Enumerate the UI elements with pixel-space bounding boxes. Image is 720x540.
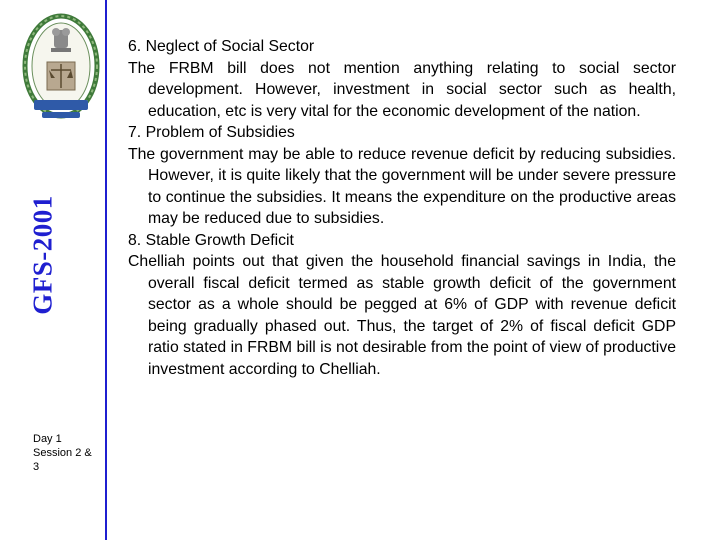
session-label — [33, 432, 103, 474]
session-line-2: Session 2 & — [33, 447, 92, 459]
section-6-heading: 6. Neglect of Social Sector — [128, 38, 315, 55]
section-7-body: The government may be able to reduce revenue deficit by reducing subsidies. However, it is quite likely that the government will be under severe pressure to continue the subsidies. It means the expenditure on the productive areas may be reduced due to subsidies. — [128, 145, 676, 227]
vertical-divider — [105, 0, 107, 540]
section-6-body: The FRBM bill does not mention anything relating to social sector development. However, investment in social sector such as health, education, etc is very vital for the economic development of the nation. — [128, 59, 676, 120]
section-7-heading: 7. Problem of Subsidies — [128, 124, 295, 141]
sidebar — [0, 0, 105, 540]
section-8-heading: 8. Stable Growth Deficit — [128, 231, 294, 249]
vertical-course-title: GFS-2001 — [27, 195, 58, 315]
slide-content — [128, 36, 676, 380]
session-line-1: Day 1 — [33, 433, 62, 445]
session-line-3: 3 — [33, 461, 40, 473]
indian-emblem-wreath-icon — [22, 8, 100, 126]
section-8-body: Chelliah points out that given the household financial savings in India, the overall fiscal deficit termed as stable growth deficit of the government sector as a whole should be pegged at 6% of GDP with revenue deficit being gradually phased out. Thus, the target of 2% of fiscal deficit GDP ratio stated in FRBM bill is not desirable from the point of view of productive investment according to Chelliah. — [128, 253, 676, 378]
